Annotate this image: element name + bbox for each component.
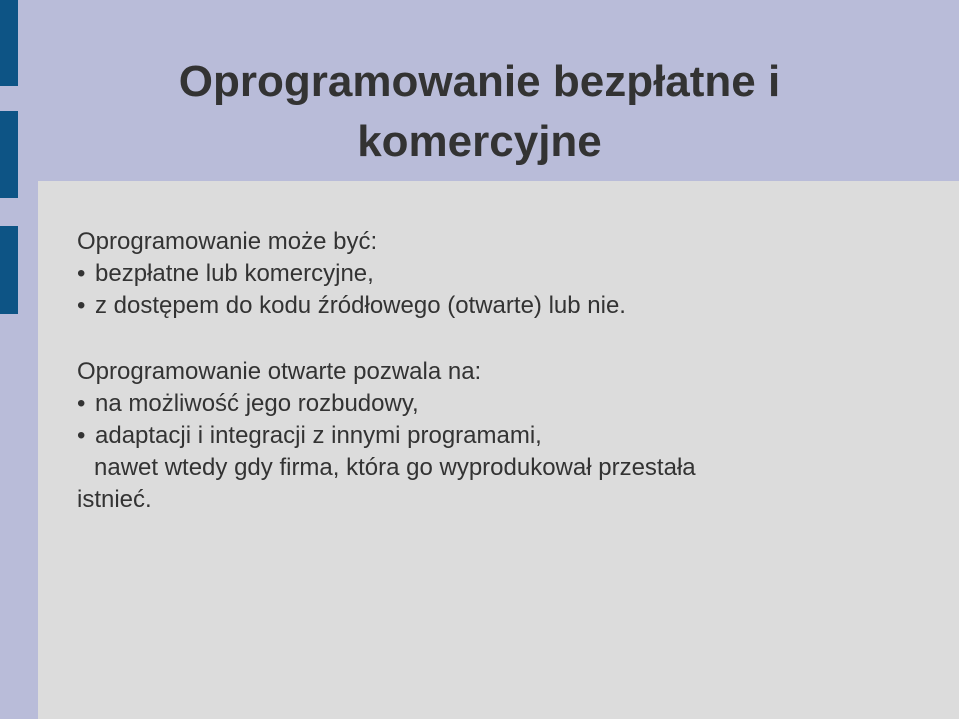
block-2-bullet-2: • adaptacji i integracji z innymi programami,	[77, 420, 937, 452]
block-2-continuation: nawet wtedy gdy firma, która go wyprodukował przestała	[94, 454, 696, 481]
slide-title-line-1: Oprogramowanie bezpłatne i	[178, 57, 781, 106]
block-2-bullet-1: • na możliwość jego rozbudowy,	[77, 388, 937, 420]
block-1-intro: Oprogramowanie może być:	[77, 228, 378, 255]
text-block-software-types	[77, 226, 937, 322]
block-1-bullet-2: • z dostępem do kodu źródłowego (otwarte) lub nie.	[77, 290, 937, 322]
slide-title	[0, 52, 959, 172]
text-block-open-software	[77, 356, 937, 516]
block-2-intro: Oprogramowanie otwarte pozwala na:	[77, 358, 482, 385]
accent-bar-bottom	[0, 226, 18, 314]
slide-title-line-2: komercyjne	[357, 117, 602, 166]
block-1-bullet-1: • bezpłatne lub komercyjne,	[77, 258, 937, 290]
block-2-final-line: istnieć.	[77, 486, 152, 513]
